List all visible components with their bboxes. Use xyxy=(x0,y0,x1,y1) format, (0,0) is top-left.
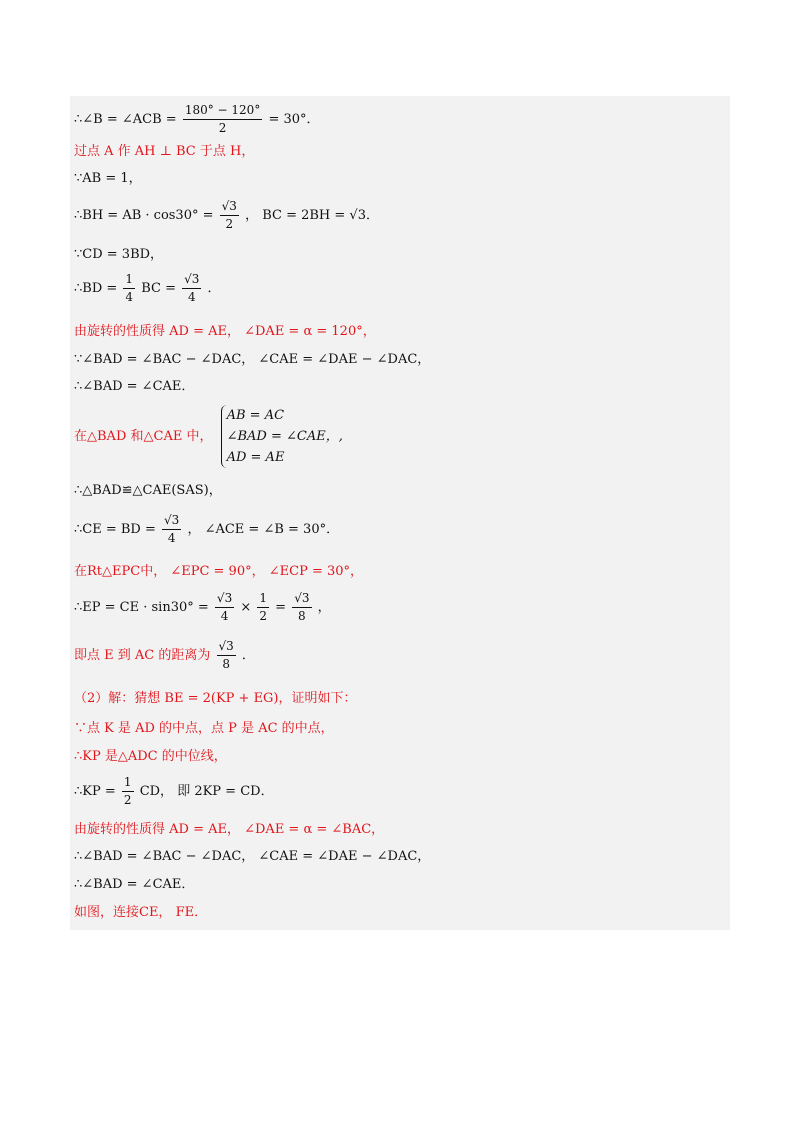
equals-sign: = xyxy=(275,600,287,615)
line-22: ∴∠BAD = ∠CAE． xyxy=(74,877,195,892)
fraction xyxy=(123,273,135,304)
line-12-post: ， ∠ACE = ∠B = 30°． xyxy=(187,522,340,537)
denominator: 2 xyxy=(123,793,132,807)
line-1 xyxy=(74,104,320,135)
line-10-pre: 在△BAD 和△CAE 中， xyxy=(74,429,213,444)
numerator: 1 xyxy=(257,592,269,608)
numerator: 180° − 120° xyxy=(183,104,263,120)
line-18: ∴KP 是△ADC 的中位线， xyxy=(74,749,227,764)
line-16: （2）解：猜想 BE = 2(KP + EG)，证明如下： xyxy=(74,691,357,706)
line-14-pre: ∴EP = CE · sin30° = xyxy=(74,600,209,615)
line-9: ∴∠BAD = ∠CAE． xyxy=(74,379,195,394)
denominator: 4 xyxy=(125,290,134,304)
line-15-text: 即点 E 到 AC 的距离为 xyxy=(74,648,211,663)
line-6 xyxy=(74,273,221,304)
fraction xyxy=(257,592,269,623)
denominator: 2 xyxy=(218,121,227,135)
line-15 xyxy=(74,640,255,671)
numerator: √3 xyxy=(217,640,236,656)
line-1-pre: ∴∠B = ∠ACB = xyxy=(74,112,177,127)
line-17: ∵点 K 是 AD 的中点，点 P 是 AC 的中点， xyxy=(74,721,334,736)
numerator: √3 xyxy=(182,273,201,289)
system-eq-2: ∠BAD = ∠CAE，, xyxy=(226,429,343,444)
system-eq-3: AD = AE xyxy=(226,450,285,465)
fraction xyxy=(217,640,236,671)
fraction xyxy=(162,514,181,545)
denominator: 4 xyxy=(187,290,196,304)
line-4-post: ， BC = 2BH = √3． xyxy=(245,208,379,223)
line-4 xyxy=(74,200,379,231)
line-7: 由旋转的性质得 AD = AE， ∠DAE = α = 120°， xyxy=(74,324,376,339)
denominator: 2 xyxy=(225,217,234,231)
line-10 xyxy=(74,405,343,468)
numerator: 1 xyxy=(123,273,135,289)
line-20: 由旋转的性质得 AD = AE， ∠DAE = α = ∠BAC， xyxy=(74,822,385,837)
denominator: 4 xyxy=(220,609,229,623)
line-12 xyxy=(74,514,339,545)
denominator: 8 xyxy=(222,657,230,671)
numerator: √3 xyxy=(292,592,311,608)
numerator: √3 xyxy=(215,592,234,608)
denominator: 2 xyxy=(259,609,268,623)
line-14-post: ， xyxy=(317,600,331,615)
fraction xyxy=(220,200,239,231)
numerator: √3 xyxy=(162,514,181,530)
line-6-post: ． xyxy=(207,281,221,296)
line-1-post: = 30°． xyxy=(268,112,320,127)
line-3: ∵AB = 1， xyxy=(74,171,142,186)
numerator: √3 xyxy=(220,200,239,216)
line-14 xyxy=(74,592,331,623)
times-sign: × xyxy=(240,600,252,615)
line-13: 在Rt△EPC中， ∠EPC = 90°， ∠ECP = 30°， xyxy=(74,564,364,579)
denominator: 4 xyxy=(167,531,176,545)
fraction xyxy=(182,273,201,304)
system-eq-1: AB = AC xyxy=(226,408,285,423)
line-11: ∴△BAD≌△CAE(SAS)， xyxy=(74,483,222,498)
line-4-pre: ∴BH = AB · cos30° = xyxy=(74,208,214,223)
fraction xyxy=(292,592,311,623)
line-5: ∵CD = 3BD， xyxy=(74,247,164,262)
fraction xyxy=(183,104,263,135)
fraction xyxy=(215,592,234,623)
fraction xyxy=(122,776,134,807)
line-19 xyxy=(74,776,274,807)
line-6-pre: ∴BD = xyxy=(74,281,118,296)
denominator: 8 xyxy=(298,609,306,623)
line-12-pre: ∴CE = BD = xyxy=(74,522,156,537)
line-15-post: ． xyxy=(241,648,255,663)
line-2: 过点 A 作 AH ⊥ BC 于点 H， xyxy=(74,144,255,159)
line-19-post: CD， 即 2KP = CD． xyxy=(139,784,274,799)
line-19-pre: ∴KP = xyxy=(74,784,116,799)
line-21: ∴∠BAD = ∠BAC − ∠DAC， ∠CAE = ∠DAE − ∠DAC， xyxy=(74,849,431,864)
line-6-mid: BC = xyxy=(141,281,176,296)
line-8: ∵∠BAD = ∠BAC − ∠DAC， ∠CAE = ∠DAE − ∠DAC， xyxy=(74,352,431,367)
line-23: 如图，连接CE， FE． xyxy=(74,905,208,920)
equation-system xyxy=(221,405,343,468)
numerator: 1 xyxy=(122,776,134,792)
